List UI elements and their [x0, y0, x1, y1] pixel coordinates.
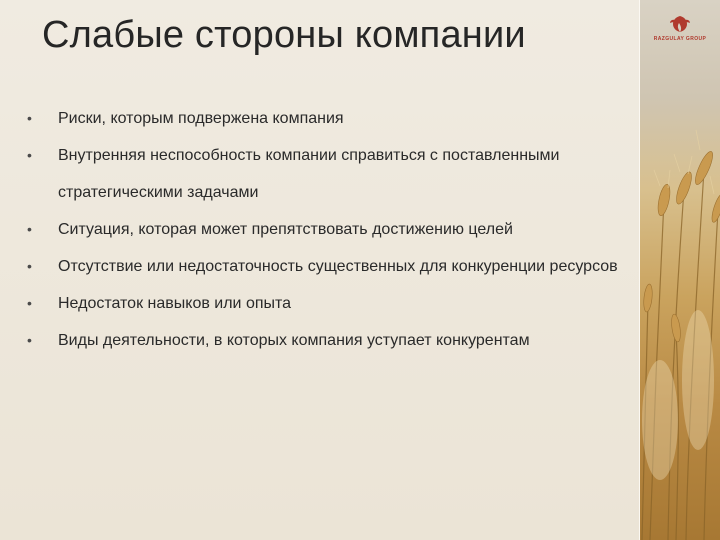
wheat-illustration: [640, 0, 720, 540]
bird-logo-icon: [669, 14, 691, 34]
bullet-list: [24, 100, 634, 359]
slide-title: Слабые стороны компании: [42, 14, 526, 56]
bullet-item: [24, 322, 634, 359]
bullet-dot: •: [27, 147, 32, 163]
bullet-dot: •: [27, 258, 32, 274]
bullet-dot: •: [27, 332, 32, 348]
bullet-item: [24, 100, 634, 137]
bullet-item: [24, 211, 634, 248]
bullet-text: Ситуация, которая может препятствовать достижению целей: [58, 221, 513, 238]
logo-text: RAZGULAY GROUP: [653, 36, 707, 42]
bullet-dot: •: [27, 221, 32, 237]
bullet-text: Риски, которым подвержена компания: [58, 110, 344, 127]
wheat-image: [640, 0, 720, 540]
bullet-dot: •: [27, 295, 32, 311]
bullet-item: [24, 137, 634, 211]
bullet-text: Виды деятельности, в которых компания уступает конкурентам: [58, 332, 530, 349]
bullet-dot: •: [27, 110, 32, 126]
bullet-item: [24, 285, 634, 322]
bullet-text: Недостаток навыков или опыта: [58, 295, 292, 312]
company-logo: [652, 14, 708, 54]
bullet-item: [24, 248, 634, 285]
bullet-text: Отсутствие или недостаточность существенных для конкуренции ресурсов: [58, 258, 618, 275]
bullet-text: Внутренняя неспособность компании справиться с поставленными стратегическими задачами: [58, 147, 560, 201]
